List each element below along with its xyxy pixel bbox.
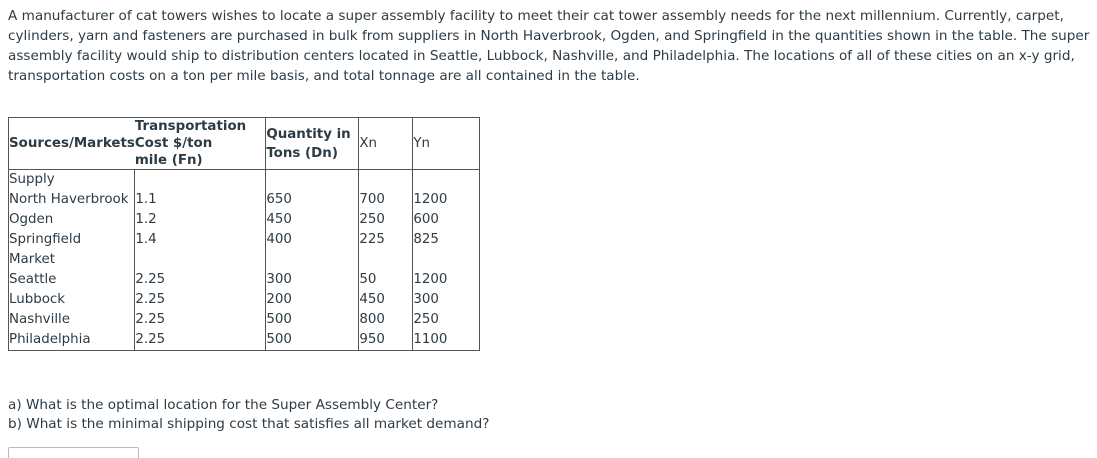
question-a: a) What is the optimal location for the Super Assembly Center? bbox=[8, 397, 439, 413]
header-cost bbox=[135, 118, 266, 170]
row-name: Philadelphia bbox=[9, 330, 135, 351]
row-name: North Haverbrook bbox=[9, 190, 135, 210]
row-xn: 225 bbox=[359, 230, 413, 250]
row-yn: 1100 bbox=[413, 330, 480, 351]
row-cost: 1.2 bbox=[135, 210, 266, 230]
empty-cell bbox=[135, 170, 266, 191]
header-cost-label: Transportation Cost $/ton mile (Fn) bbox=[134, 119, 247, 168]
header-sources: Sources/Markets bbox=[9, 118, 135, 170]
table-row bbox=[9, 210, 480, 230]
row-quantity: 500 bbox=[266, 330, 359, 351]
facility-data-table bbox=[8, 117, 480, 351]
row-xn: 700 bbox=[359, 190, 413, 210]
row-quantity: 650 bbox=[266, 190, 359, 210]
row-name: Seattle bbox=[9, 270, 135, 290]
row-yn: 300 bbox=[413, 290, 480, 310]
table-header-row bbox=[9, 118, 480, 170]
header-yn: Yn bbox=[413, 118, 480, 170]
empty-cell bbox=[359, 250, 413, 270]
questions bbox=[8, 396, 489, 434]
table-row bbox=[9, 330, 480, 351]
table-row bbox=[9, 270, 480, 290]
header-quantity-label: Quantity in Tons (Dn) bbox=[266, 126, 351, 161]
answer-input[interactable] bbox=[8, 447, 139, 458]
row-xn: 450 bbox=[359, 290, 413, 310]
row-xn: 950 bbox=[359, 330, 413, 351]
empty-cell bbox=[413, 170, 480, 191]
empty-cell bbox=[266, 250, 359, 270]
question-b: b) What is the minimal shipping cost that satisfies all market demand? bbox=[8, 416, 490, 432]
row-quantity: 200 bbox=[266, 290, 359, 310]
row-name: Ogden bbox=[9, 210, 135, 230]
row-cost: 2.25 bbox=[135, 270, 266, 290]
empty-cell bbox=[413, 250, 480, 270]
row-xn: 250 bbox=[359, 210, 413, 230]
table-row bbox=[9, 230, 480, 250]
section-supply-label: Supply bbox=[9, 170, 135, 191]
header-xn: Xn bbox=[359, 118, 413, 170]
row-cost: 2.25 bbox=[135, 310, 266, 330]
row-yn: 825 bbox=[413, 230, 480, 250]
row-name: Nashville bbox=[9, 310, 135, 330]
problem-intro: A manufacturer of cat towers wishes to locate a super assembly facility to meet their cat tower assembly needs for the next millennium. Currently, carpet, cylinders, yarn and fasteners are purchased in bulk from suppliers in North Haverbrook, Ogden, and Springfield in the quantities shown in the table. The super assembly facility would ship to distribution centers located in Seattle, Lubbock, Nashville, and Philadelphia. The locations of all of these cities on an x-y grid, transportation costs on a ton per mile basis, and total tonnage are all contained in the table. bbox=[8, 8, 1090, 84]
empty-cell bbox=[135, 250, 266, 270]
section-supply-label-row bbox=[9, 170, 480, 191]
row-yn: 1200 bbox=[413, 270, 480, 290]
table-row bbox=[9, 310, 480, 330]
table-row bbox=[9, 190, 480, 210]
empty-cell bbox=[266, 170, 359, 191]
row-quantity: 450 bbox=[266, 210, 359, 230]
table-row bbox=[9, 290, 480, 310]
row-yn: 1200 bbox=[413, 190, 480, 210]
table-body bbox=[9, 170, 480, 351]
row-xn: 800 bbox=[359, 310, 413, 330]
row-cost: 2.25 bbox=[135, 290, 266, 310]
row-name: Lubbock bbox=[9, 290, 135, 310]
empty-cell bbox=[359, 170, 413, 191]
section-market-label: Market bbox=[9, 250, 135, 270]
row-quantity: 400 bbox=[266, 230, 359, 250]
row-cost: 1.1 bbox=[135, 190, 266, 210]
header-quantity bbox=[266, 118, 359, 170]
row-cost: 2.25 bbox=[135, 330, 266, 351]
row-name: Springfield bbox=[9, 230, 135, 250]
row-quantity: 500 bbox=[266, 310, 359, 330]
section-market-label-row bbox=[9, 250, 480, 270]
row-cost: 1.4 bbox=[135, 230, 266, 250]
row-quantity: 300 bbox=[266, 270, 359, 290]
row-yn: 600 bbox=[413, 210, 480, 230]
row-yn: 250 bbox=[413, 310, 480, 330]
row-xn: 50 bbox=[359, 270, 413, 290]
